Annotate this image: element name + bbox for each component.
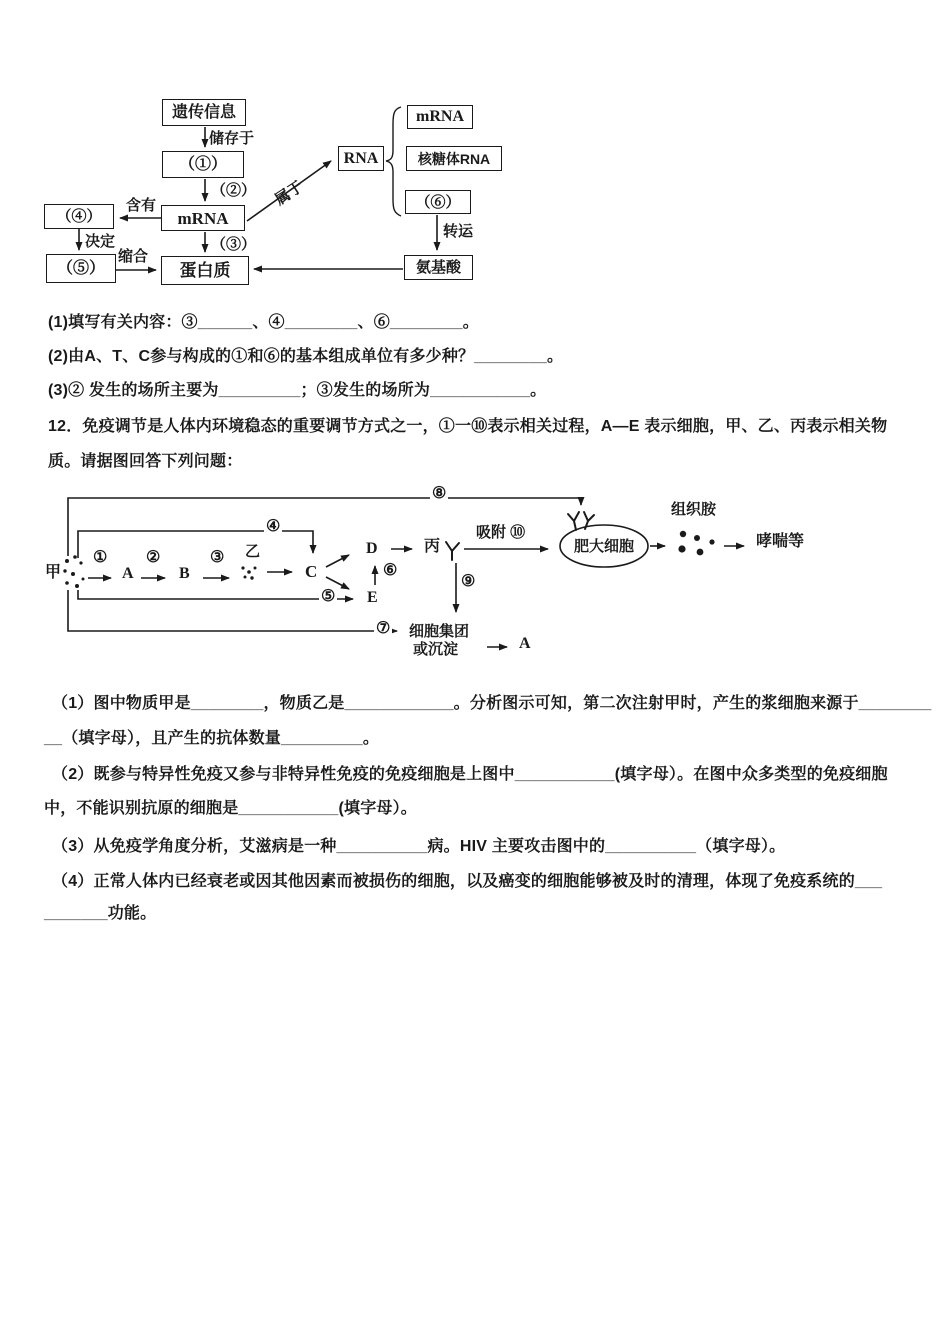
label-cell-e: E	[367, 589, 378, 606]
label-substance-yi: 乙	[245, 543, 261, 560]
label-step-2: （②）	[211, 182, 257, 199]
label-result-a: A	[519, 635, 531, 652]
q12-part1-line1: （1）图中物质甲是________，物质乙是____________。分析图示可知，第二次注射甲时，产生的浆细胞来源于________	[52, 695, 932, 712]
label-condense: 缩合	[118, 248, 149, 265]
label-process-5: ⑤	[321, 588, 336, 605]
label-cell-a: A	[122, 565, 134, 582]
label-substance-bing: 丙	[424, 538, 441, 555]
label-process-1: ①	[93, 549, 108, 566]
label-transport: 转运	[443, 223, 474, 240]
q12-part4-line2: _______功能。	[44, 905, 157, 922]
box-ribosomal-rna: 核糖体RNA	[406, 146, 502, 171]
q12-part4-line1: （4）正常人体内已经衰老或因其他因素而被损伤的细胞，以及癌变的细胞能够被及时的清理，体现了免疫系统的___	[52, 873, 883, 890]
box-blank-6: （⑥）	[405, 190, 471, 214]
label-cell-b: B	[179, 565, 190, 582]
q11-part1: (1)填写有关内容：③______、④________、⑥________。	[48, 314, 479, 331]
label-mast-cell: 肥大细胞	[573, 538, 634, 555]
label-asthma: 哮喘等	[756, 533, 805, 550]
label-cell-d: D	[366, 540, 378, 557]
q11-part2: (2)由A、T、C参与构成的①和⑥的基本组成单位有多少种？________。	[48, 348, 564, 365]
box-protein: 蛋白质	[161, 256, 249, 285]
label-belongs-to: 属于	[272, 178, 307, 209]
label-determines: 决定	[85, 233, 116, 250]
q12-intro-line1: 12．免疫调节是人体内环境稳态的重要调节方式之一，①一⑩表示相关过程，A—E 表示细胞，甲、乙、丙表示相关物	[48, 418, 888, 435]
label-process-8: ⑧	[432, 485, 447, 502]
q12-part2-line2: 中，不能识别抗原的细胞是___________(填字母）。	[44, 800, 418, 817]
label-process-9: ⑨	[461, 573, 476, 590]
label-histamine: 组织胺	[671, 501, 717, 518]
q12-part2-line1: （2）既参与特异性免疫又参与非特异性免疫的免疫细胞是上图中___________(填字母）。在图中众多类型的免疫细胞	[52, 766, 888, 783]
label-cell-cluster-line2: 或沉淀	[413, 641, 459, 658]
q12-intro-line2: 质。请据图回答下列问题：	[48, 453, 243, 470]
label-process-2: ②	[146, 549, 161, 566]
box-blank-1: （①）	[162, 151, 244, 178]
label-process-6: ⑥	[383, 562, 398, 579]
label-adsorption: 吸附 ⑩	[476, 524, 526, 541]
box-rna: RNA	[338, 146, 384, 171]
box-amino-acid: 氨基酸	[404, 255, 473, 280]
q11-part3: (3)② 发生的场所主要为_________；③发生的场所为___________。	[48, 382, 547, 399]
q12-part1-line2: __（填字母），且产生的抗体数量_________。	[44, 730, 380, 747]
label-cell-c: C	[305, 562, 318, 581]
box-genetic-info: 遗传信息	[162, 99, 246, 126]
histamine-dots-icon	[678, 531, 714, 556]
label-process-3: ③	[210, 549, 225, 566]
box-blank-4: （④）	[44, 204, 114, 229]
label-step-3: （③）	[211, 236, 257, 253]
label-process-4: ④	[266, 518, 281, 535]
label-stored-in: 储存于	[209, 130, 255, 147]
label-cell-cluster-line1: 细胞集团	[409, 623, 470, 640]
label-contains: 含有	[126, 197, 157, 214]
label-process-7: ⑦	[376, 620, 391, 637]
box-mrna-right: mRNA	[407, 105, 473, 129]
box-blank-5: （⑤）	[46, 254, 116, 283]
box-mrna-left: mRNA	[161, 205, 245, 231]
label-antigen-jia: 甲	[45, 564, 62, 581]
q12-part3: （3）从免疫学角度分析，艾滋病是一种__________病。HIV 主要攻击图中的__________（填字母）。	[52, 838, 786, 855]
